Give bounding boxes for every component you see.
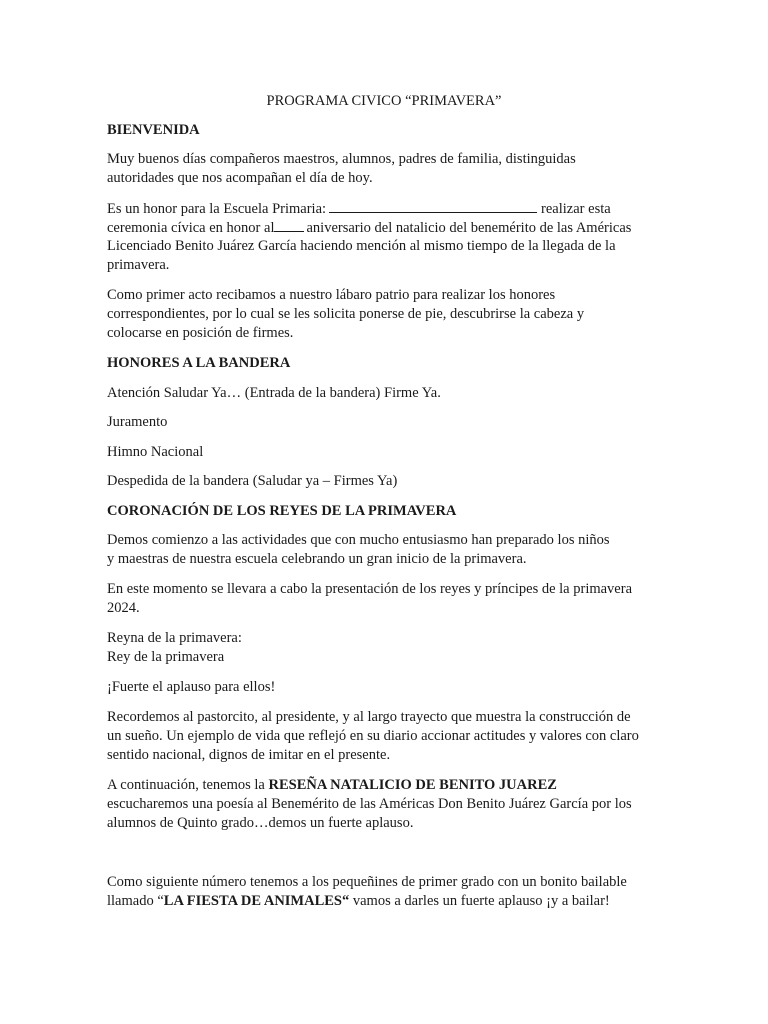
aplauso-line: ¡Fuerte el aplauso para ellos!: [107, 679, 276, 695]
honores-item: Juramento: [107, 414, 168, 430]
bienvenida-p2-text-b: realizar esta: [541, 201, 611, 217]
school-name-blank[interactable]: [329, 199, 537, 213]
bienvenida-p2-text-a: Es un honor para la Escuela Primaria:: [107, 201, 327, 217]
coronacion-p5-line1: Como siguiente número tenemos a los pequeñines de primer grado con un bonito bailable: [107, 874, 627, 890]
coronacion-p5-text-c: vamos a darles un fuerte aplauso ¡y a bailar!: [349, 893, 610, 909]
coronacion-p5-line2: [107, 892, 667, 911]
heading-coronacion: CORONACIÓN DE LOS REYES DE LA PRIMAVERA: [107, 503, 457, 519]
coronacion-p1-line2: y maestras de nuestra escuela celebrando un gran inicio de la primavera.: [107, 551, 527, 567]
bailable-title: LA FIESTA DE ANIMALES“: [163, 893, 350, 909]
honores-item: Despedida de la bandera (Saludar ya – Firmes Ya): [107, 473, 398, 489]
heading-bienvenida: BIENVENIDA: [107, 122, 200, 138]
coronacion-p3-line3: sentido nacional, dignos de imitar en el presente.: [107, 747, 391, 763]
bienvenida-p3-line3: colocarse en posición de firmes.: [107, 325, 294, 341]
bienvenida-p2-text-d: aniversario del natalicio del benemérito de las Américas: [306, 220, 632, 236]
heading-honores: HONORES A LA BANDERA: [107, 355, 291, 371]
coronacion-p4-line1: [107, 776, 667, 795]
anniversary-number-blank[interactable]: [274, 218, 304, 232]
coronacion-p4-text: A continuación, tenemos la: [107, 777, 265, 793]
coronacion-p4-line3: alumnos de Quinto grado…demos un fuerte aplauso.: [107, 815, 414, 831]
coronacion-p3-line2: un sueño. Un ejemplo de vida que reflejó en su diario accionar actitudes y valores con claro: [107, 728, 639, 744]
coronacion-p3-line1: Recordemos al pastorcito, al presidente, y al largo trayecto que muestra la construcción de: [107, 709, 631, 725]
coronacion-p4-line2: escucharemos una poesía al Benemérito de las Américas Don Benito Juárez García por los: [107, 796, 632, 812]
coronacion-p5-text-a: llamado “: [107, 893, 164, 909]
bienvenida-p2-line4: primavera.: [107, 257, 170, 273]
bienvenida-p3-line1: Como primer acto recibamos a nuestro lábaro patrio para realizar los honores: [107, 287, 556, 303]
bienvenida-p2-text-c: ceremonia cívica en honor al: [107, 220, 275, 236]
resena-title: RESEÑA NATALICIO DE BENITO JUAREZ: [268, 777, 557, 793]
bienvenida-p2-line1: [107, 199, 667, 219]
bienvenida-p1-line1: Muy buenos días compañeros maestros, alumnos, padres de familia, distinguidas: [107, 151, 576, 167]
coronacion-p2-line2: 2024.: [107, 600, 140, 616]
bienvenida-p3-line2: correspondientes, por lo cual se les solicita ponerse de pie, descubrirse la cabeza y: [107, 306, 585, 322]
coronacion-p2-line1: En este momento se llevara a cabo la presentación de los reyes y príncipes de la primavera: [107, 581, 633, 597]
document-title: PROGRAMA CIVICO “PRIMAVERA”: [266, 93, 502, 109]
bienvenida-p2-line2: [107, 218, 667, 238]
bienvenida-p2-line3: Licenciado Benito Juárez García haciendo mención al mismo tiempo de la llegada de la: [107, 238, 616, 254]
honores-item: Atención Saludar Ya… (Entrada de la bandera) Firme Ya.: [107, 385, 441, 401]
reyna-line: Reyna de la primavera:: [107, 630, 242, 646]
bienvenida-p1-line2: autoridades que nos acompañan el día de hoy.: [107, 170, 373, 186]
rey-line: Rey de la primavera: [107, 649, 225, 665]
coronacion-p1-line1: Demos comienzo a las actividades que con mucho entusiasmo han preparado los niños: [107, 532, 610, 548]
honores-item: Himno Nacional: [107, 444, 204, 460]
